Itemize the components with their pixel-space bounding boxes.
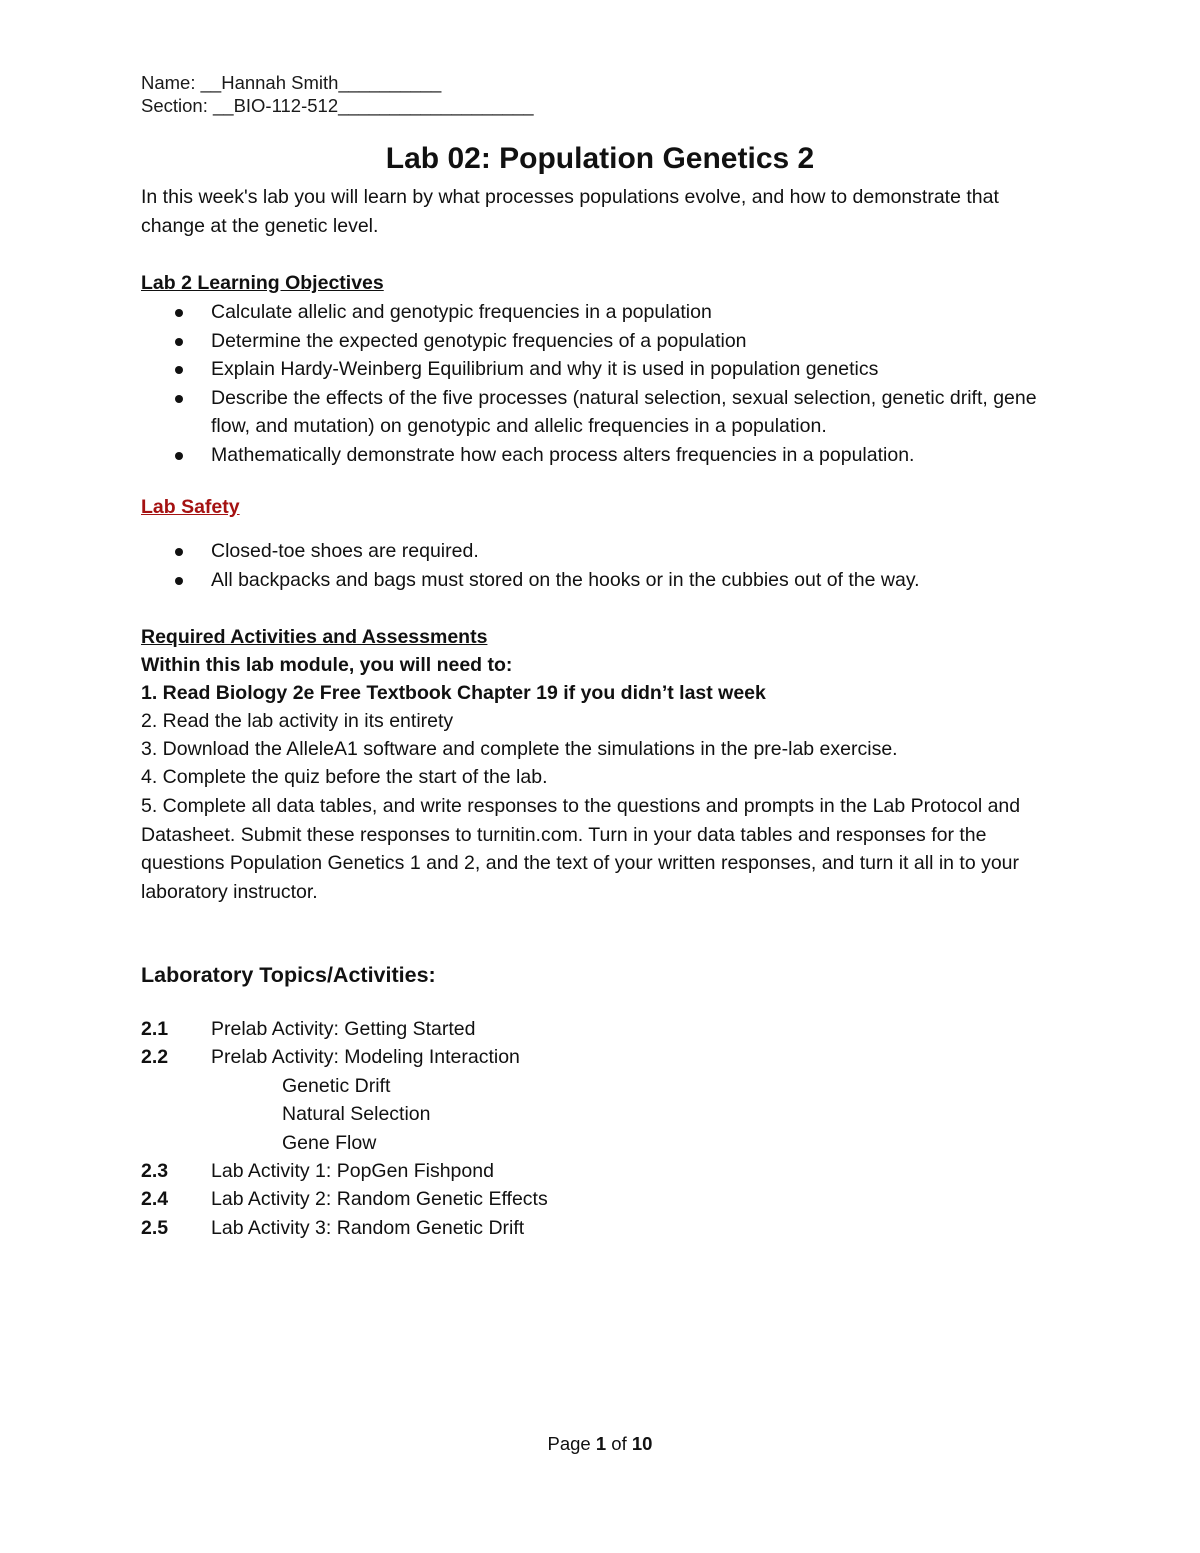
current-page-number: 1 bbox=[595, 1433, 607, 1454]
section-line: Section: __BIO-112-512___________________ bbox=[141, 95, 534, 116]
required-step-5: 5. Complete all data tables, and write responses to the questions and prompts in the Lab Protocol and Datasheet. Submit these responses to turnitin.com. Turn in your data tables and responses for the questions Population Genetics 1 and 2, and the text of your written responses, and turn it all in to your laboratory instructor. bbox=[141, 795, 1021, 903]
bullet-icon bbox=[175, 338, 183, 346]
topic-subitem: Gene Flow bbox=[282, 1132, 377, 1154]
page-footer bbox=[0, 1433, 1200, 1455]
topic-number: 2.2 bbox=[141, 1046, 169, 1068]
bullet-icon bbox=[175, 577, 183, 585]
list-item: Calculate allelic and genotypic frequencies in a population bbox=[141, 298, 1071, 327]
required-subheading: Within this lab module, you will need to: bbox=[141, 654, 513, 676]
topic-subitem: Genetic Drift bbox=[282, 1075, 391, 1097]
topic-label: Lab Activity 3: Random Genetic Drift bbox=[211, 1217, 525, 1239]
page-title: Lab 02: Population Genetics 2 bbox=[385, 142, 815, 175]
bullet-icon bbox=[175, 452, 183, 460]
topic-number: 2.5 bbox=[141, 1217, 169, 1239]
required-step-1: 1. Read Biology 2e Free Textbook Chapter 19 if you didn’t last week bbox=[141, 682, 766, 704]
required-step-3: 3. Download the AlleleA1 software and complete the simulations in the pre-lab exercise. bbox=[141, 738, 898, 760]
objectives-list bbox=[141, 298, 1071, 469]
required-heading: Required Activities and Assessments bbox=[141, 626, 488, 648]
list-item: Determine the expected genotypic frequencies of a population bbox=[141, 327, 1071, 356]
bullet-icon bbox=[175, 395, 183, 403]
of-word: of bbox=[606, 1433, 632, 1454]
total-page-count: 10 bbox=[631, 1433, 653, 1454]
list-item: Closed-toe shoes are required. bbox=[141, 537, 1071, 566]
topics-heading: Laboratory Topics/Activities: bbox=[141, 963, 436, 987]
list-item: Explain Hardy-Weinberg Equilibrium and why it is used in population genetics bbox=[141, 355, 1071, 384]
list-item: All backpacks and bags must stored on the hooks or in the cubbies out of the way. bbox=[141, 566, 1071, 595]
topic-label: Lab Activity 2: Random Genetic Effects bbox=[211, 1188, 548, 1210]
required-step-4: 4. Complete the quiz before the start of the lab. bbox=[141, 766, 548, 788]
name-line: Name: __Hannah Smith__________ bbox=[141, 72, 442, 93]
list-item: Describe the effects of the five processes (natural selection, sexual selection, genetic drift, gene flow, and mutation) on genotypic and allelic frequencies in a population. bbox=[141, 384, 1071, 441]
list-item: Mathematically demonstrate how each process alters frequencies in a population. bbox=[141, 441, 1071, 470]
objectives-heading: Lab 2 Learning Objectives bbox=[141, 272, 384, 294]
topic-number: 2.3 bbox=[141, 1160, 169, 1182]
bullet-icon bbox=[175, 309, 183, 317]
topic-number: 2.1 bbox=[141, 1018, 169, 1040]
topic-label: Lab Activity 1: PopGen Fishpond bbox=[211, 1160, 494, 1182]
topic-label: Prelab Activity: Getting Started bbox=[211, 1018, 476, 1040]
page-word: Page bbox=[547, 1433, 596, 1454]
intro-paragraph: In this week's lab you will learn by what processes populations evolve, and how to demonstrate that change at the genetic level. bbox=[141, 186, 999, 237]
safety-heading: Lab Safety bbox=[141, 496, 240, 518]
topic-label: Prelab Activity: Modeling Interaction bbox=[211, 1046, 520, 1068]
bullet-icon bbox=[175, 548, 183, 556]
bullet-icon bbox=[175, 366, 183, 374]
topic-number: 2.4 bbox=[141, 1188, 169, 1210]
safety-list bbox=[141, 537, 1071, 594]
required-step-2: 2. Read the lab activity in its entirety bbox=[141, 710, 454, 732]
topic-subitem: Natural Selection bbox=[282, 1103, 431, 1125]
